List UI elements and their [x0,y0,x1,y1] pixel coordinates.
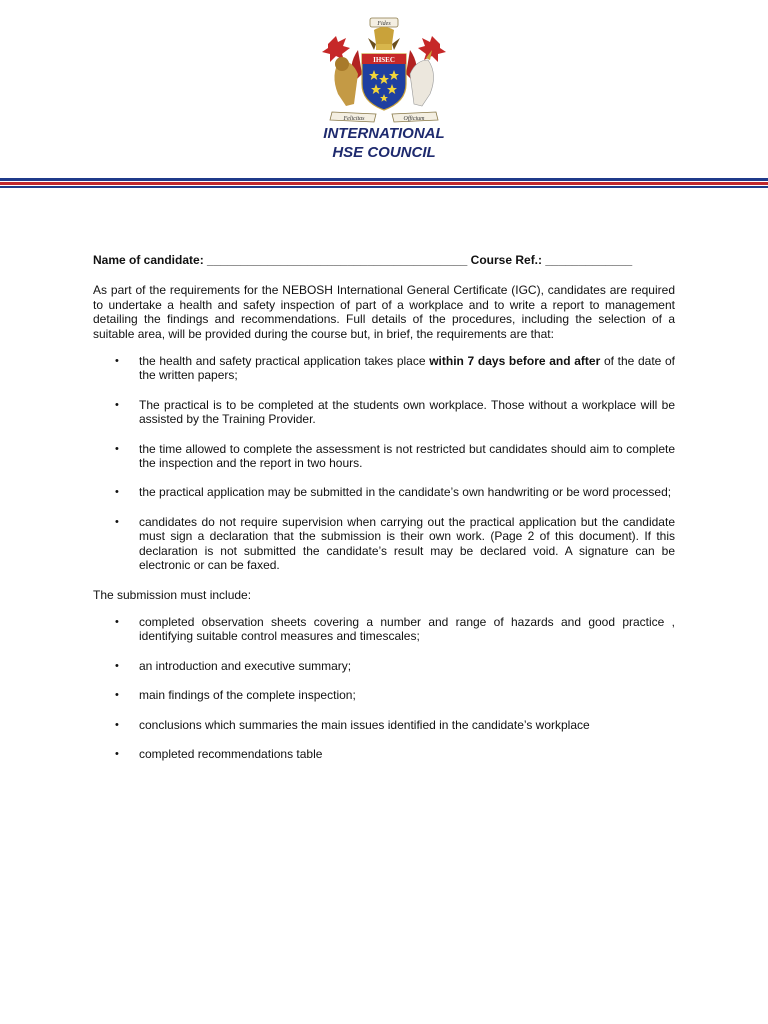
list-item [93,485,675,499]
submission-text-3: main findings of the complete inspection; [139,688,356,703]
list-item [93,688,675,702]
bullet-icon: • [115,747,119,760]
candidate-name-label: Name of candidate: [93,253,204,267]
list-item [93,718,675,732]
requirement-text-5: candidates do not require supervision when carrying out the practical application but the candidate must sign a declaration that the submission is their own work. (Page 2 of this document). If this declaration is not submitted the candidate’s result may be declared void. A signature can be electronic or can be faxed. [139,514,675,573]
letterhead [0,0,768,190]
candidate-info-line [93,253,675,267]
bullet-icon: • [115,398,119,411]
requirement-text-4: the practical application may be submitted in the candidate’s own handwriting or be word processed; [139,485,672,500]
requirements-list [93,354,675,572]
bullet-icon: • [115,442,119,455]
submission-text-2: an introduction and executive summary; [139,658,352,673]
crest-motto-left: Felicitas [343,116,365,122]
list-item [93,398,675,427]
submission-text-4: conclusions which summaries the main issues identified in the candidate’s workplace [139,717,590,732]
organization-name [284,124,484,162]
requirement-text-2: The practical is to be completed at the students own workplace. Those without a workplace will be assisted by the Training Provider. [139,397,675,427]
submission-intro: The submission must include: [93,587,252,602]
org-name-line-1: INTERNATIONAL [323,125,445,142]
bullet-icon: • [115,689,119,702]
submission-list [93,615,675,761]
list-item [93,659,675,673]
requirement-text-1a: the health and safety practical application takes place [139,354,430,369]
list-item [93,615,675,644]
course-ref-label: Course Ref.: [470,253,543,267]
requirement-text-1b: of the date of the written papers; [139,354,676,383]
course-ref-field[interactable]: _____________ [545,253,633,267]
requirement-text-1-bold: within 7 days before and after [429,354,601,369]
coat-of-arms-logo [318,14,450,126]
candidate-name-field[interactable]: _______________________________________ [207,253,468,267]
submission-text-5: completed recommendations table [139,746,323,761]
bullet-icon: • [115,515,119,528]
list-item [93,515,675,573]
submission-text-1: completed observation sheets covering a number and range of hazards and good practice , identifying suitable control measures and timescales; [139,614,675,644]
bullet-icon: • [115,615,119,628]
bullet-icon: • [115,486,119,499]
bullet-icon: • [115,659,119,672]
org-name-line-2: HSE COUNCIL [332,144,436,161]
header-rule-blue-bottom [0,186,768,188]
document-body [93,253,675,776]
bullet-icon: • [115,355,119,368]
list-item [93,747,675,761]
list-item [93,442,675,471]
requirement-text-3: the time allowed to complete the assessment is not restricted but candidates should aim to complete the inspection and the report in two hours. [139,441,675,471]
crest-motto-right: Officium [403,116,425,122]
bullet-icon: • [115,718,119,731]
intro-paragraph: As part of the requirements for the NEBOSH International General Certificate (IGC), candidates are required to undertake a health and safety inspection of part of a workplace and to write a report to management detailing the findings and recommendations. Full details of the procedures, including the selection of a suitable area, will be provided during the course but, in brief, the requirements are that: [93,283,675,341]
header-rule-blue-top [0,178,768,181]
crest-shield-text: IHSEC [373,56,395,64]
header-rule-red [0,182,768,185]
list-item [93,354,675,383]
crest-motto-top: Fides [377,21,391,27]
